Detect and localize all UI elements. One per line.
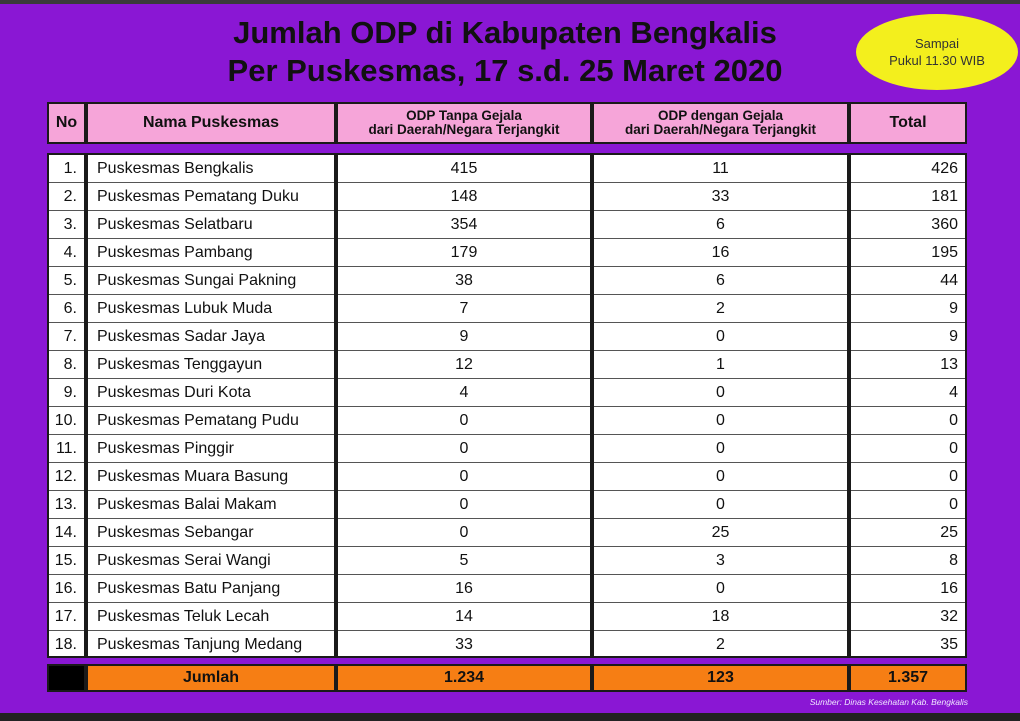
cell-nama: Puskesmas Lubuk Muda (88, 295, 334, 323)
header-odp-tanpa-gejala (336, 102, 592, 144)
column-tanpa (336, 153, 592, 658)
cell-dengan: 0 (594, 491, 847, 519)
cell-total: 44 (851, 267, 965, 295)
cell-no: 8. (49, 351, 84, 379)
footer-dengan-total: 123 (592, 664, 849, 692)
cell-nama: Puskesmas Serai Wangi (88, 547, 334, 575)
cell-dengan: 25 (594, 519, 847, 547)
cell-no: 2. (49, 183, 84, 211)
cell-no: 15. (49, 547, 84, 575)
cell-no: 6. (49, 295, 84, 323)
header-total: Total (849, 102, 967, 144)
footer-grand-total: 1.357 (849, 664, 967, 692)
cell-tanpa: 179 (338, 239, 590, 267)
cell-nama: Puskesmas Muara Basung (88, 463, 334, 491)
cell-dengan: 0 (594, 407, 847, 435)
cell-total: 360 (851, 211, 965, 239)
cell-no: 18. (54, 636, 77, 653)
cell-tanpa: 16 (338, 575, 590, 603)
cell-nama: Puskesmas Batu Panjang (88, 575, 334, 603)
cell-tanpa: 14 (338, 603, 590, 631)
cell-total: 195 (851, 239, 965, 267)
cell-nama: Puskesmas Duri Kota (88, 379, 334, 407)
cell-dengan: 6 (594, 267, 847, 295)
cell-total: 4 (851, 379, 965, 407)
cell-tanpa: 0 (338, 407, 590, 435)
cell-nama: Puskesmas Sadar Jaya (88, 323, 334, 351)
header-odp-dengan-gejala (592, 102, 849, 144)
cell-no: 4. (49, 239, 84, 267)
cell-total: 13 (851, 351, 965, 379)
cell-total: 8 (851, 547, 965, 575)
cell-dengan: 1 (594, 351, 847, 379)
cell-dengan: 2 (594, 295, 847, 323)
cell-total: 9 (851, 323, 965, 351)
cell-tanpa: 4 (338, 379, 590, 407)
cell-total: 426 (851, 155, 965, 183)
cell-dengan: 6 (594, 211, 847, 239)
cell-no: 16. (49, 575, 84, 603)
column-dengan (592, 153, 849, 658)
cell-tanpa: 33 (455, 636, 473, 653)
cell-dengan: 0 (594, 435, 847, 463)
cell-dengan: 33 (594, 183, 847, 211)
cell-nama: Puskesmas Teluk Lecah (88, 603, 334, 631)
footer-tanpa-total: 1.234 (336, 664, 592, 692)
badge-line2: Pukul 11.30 WIB (889, 53, 985, 68)
cell-tanpa: 354 (338, 211, 590, 239)
cell-total: 16 (851, 575, 965, 603)
cell-nama: Puskesmas Selatbaru (88, 211, 334, 239)
header-dengan-line2: dari Daerah/Negara Terjangkit (624, 122, 817, 137)
header-dengan-line1: ODP dengan Gejala (657, 108, 784, 123)
cell-nama: Puskesmas Sungai Pakning (88, 267, 334, 295)
cell-dengan: 18 (594, 603, 847, 631)
cell-tanpa: 9 (338, 323, 590, 351)
cell-total: 0 (851, 435, 965, 463)
page-title: Jumlah ODP di Kabupaten Bengkalis (233, 15, 777, 50)
cell-total: 25 (851, 519, 965, 547)
cell-nama: Puskesmas Bengkalis (88, 155, 334, 183)
badge-line1: Sampai (914, 36, 960, 51)
cell-no: 11. (49, 435, 84, 463)
header-tanpa-line1: ODP Tanpa Gejala (406, 108, 522, 123)
cell-nama: Puskesmas Tenggayun (88, 351, 334, 379)
header-nama-puskesmas: Nama Puskesmas (86, 102, 336, 144)
cell-tanpa: 148 (338, 183, 590, 211)
cell-dengan: 0 (594, 575, 847, 603)
cell-no: 10. (49, 407, 84, 435)
cell-nama: Puskesmas Pambang (88, 239, 334, 267)
cell-nama: Puskesmas Balai Makam (88, 491, 334, 519)
time-badge (856, 14, 1018, 90)
cell-nama: Puskesmas Sebangar (88, 519, 334, 547)
cell-nama: Puskesmas Pematang Pudu (88, 407, 334, 435)
column-total (849, 153, 967, 658)
cell-no: 1. (49, 155, 84, 183)
page-subtitle: Per Puskesmas, 17 s.d. 25 Maret 2020 (227, 53, 783, 88)
cell-nama: Puskesmas Pinggir (88, 435, 334, 463)
source-note: Sumber: Dinas Kesehatan Kab. Bengkalis (809, 697, 968, 707)
cell-dengan: 2 (716, 636, 725, 653)
column-nama (86, 153, 336, 658)
header-tanpa-line2: dari Daerah/Negara Terjangkit (368, 122, 560, 137)
cell-dengan: 0 (594, 379, 847, 407)
cell-total: 181 (851, 183, 965, 211)
cell-tanpa: 415 (338, 155, 590, 183)
cell-tanpa: 12 (338, 351, 590, 379)
cell-dengan: 0 (594, 463, 847, 491)
cell-tanpa: 5 (338, 547, 590, 575)
cell-total: 0 (851, 491, 965, 519)
cell-tanpa: 0 (338, 491, 590, 519)
cell-tanpa: 38 (338, 267, 590, 295)
footer-label: Jumlah (86, 664, 336, 692)
cell-dengan: 0 (594, 323, 847, 351)
cell-tanpa: 0 (338, 463, 590, 491)
cell-total: 0 (851, 463, 965, 491)
cell-no: 9. (49, 379, 84, 407)
cell-dengan: 16 (594, 239, 847, 267)
cell-no: 7. (49, 323, 84, 351)
cell-tanpa: 0 (338, 435, 590, 463)
cell-no: 5. (49, 267, 84, 295)
cell-no: 17. (49, 603, 84, 631)
cell-nama: Puskesmas Tanjung Medang (97, 636, 303, 653)
cell-no: 12. (49, 463, 84, 491)
cell-no: 14. (49, 519, 84, 547)
cell-dengan: 3 (594, 547, 847, 575)
cell-tanpa: 0 (338, 519, 590, 547)
footer-no-cell (47, 664, 86, 692)
cell-total: 35 (940, 636, 958, 653)
column-no (47, 153, 86, 658)
cell-no: 13. (49, 491, 84, 519)
cell-total: 9 (851, 295, 965, 323)
top-border (0, 0, 1020, 4)
cell-total: 0 (851, 407, 965, 435)
header-no: No (47, 102, 86, 144)
cell-no: 3. (49, 211, 84, 239)
bottom-border (0, 713, 1020, 721)
cell-total: 32 (851, 603, 965, 631)
cell-nama: Puskesmas Pematang Duku (88, 183, 334, 211)
cell-dengan: 11 (594, 155, 847, 183)
cell-tanpa: 7 (338, 295, 590, 323)
